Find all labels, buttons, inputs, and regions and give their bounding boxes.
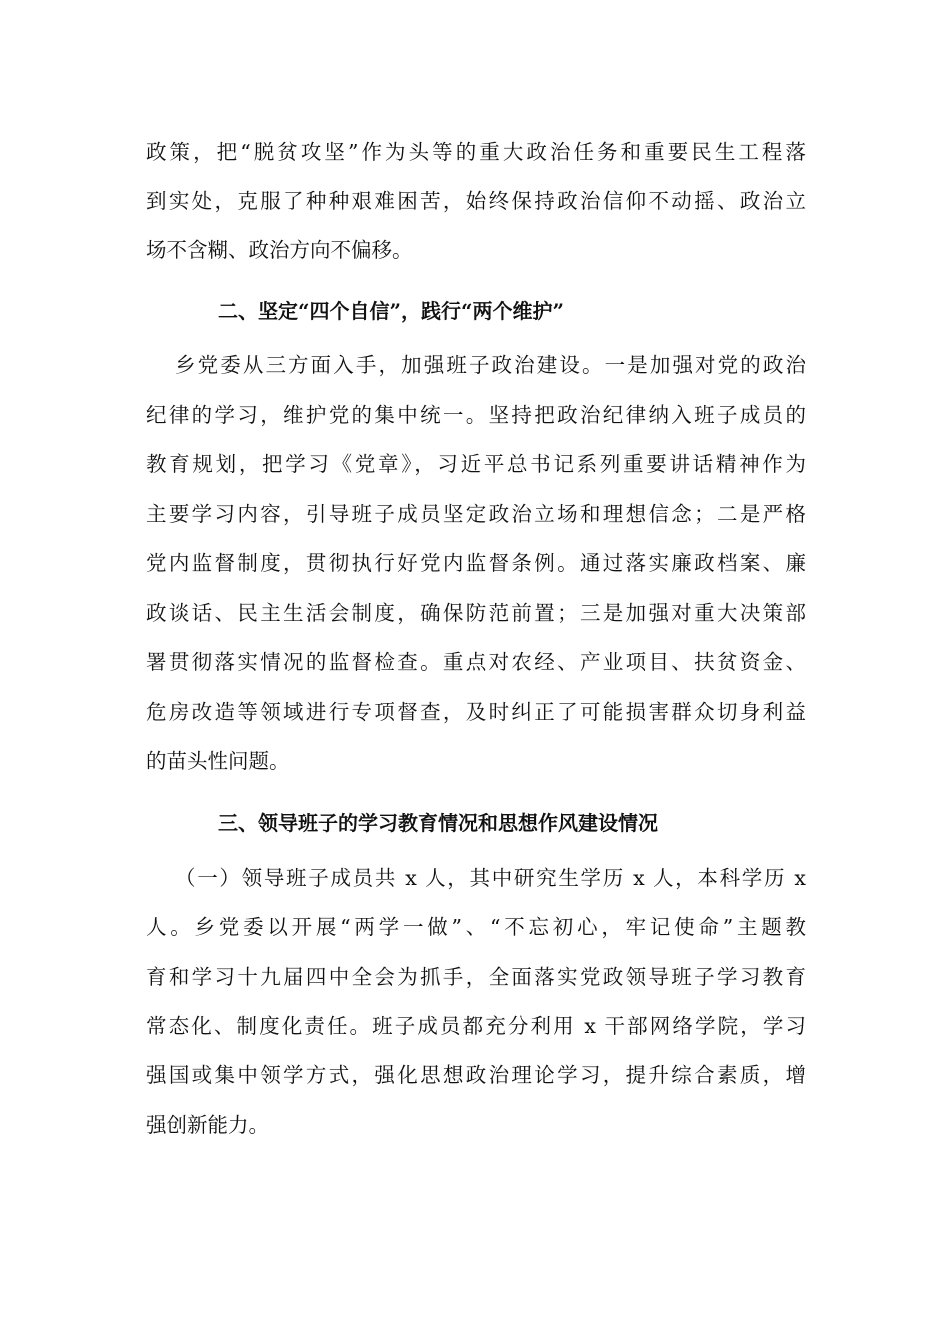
paragraph-2-line-1: 乡党委从三方面入手，加强班子政治建设。一是加强对党的政治 <box>175 353 806 377</box>
paragraph-2-line-4: 主要学习内容，引导班子成员坚定政治立场和理想信念；二是严格 <box>146 502 806 526</box>
paragraph-2-line-3: 教育规划，把学习《党章》，习近平总书记系列重要讲话精神作为 <box>146 452 806 476</box>
paragraph-3-line-4: 常态化、制度化责任。班子成员都充分利用 x 干部网络学院，学习 <box>146 1014 806 1038</box>
paragraph-2-line-6: 政谈话、民主生活会制度，确保防范前置；三是加强对重大决策部 <box>146 601 806 625</box>
paragraph-1-line-3: 场不含糊、政治方向不偏移。 <box>146 238 413 262</box>
paragraph-2-line-8: 危房改造等领域进行专项督查，及时纠正了可能损害群众切身利益 <box>146 700 806 724</box>
paragraph-1-line-1: 政策，把“脱贫攻坚”作为头等的重大政治任务和重要民生工程落 <box>146 140 806 164</box>
paragraph-2-line-9: 的苗头性问题。 <box>146 749 290 773</box>
section-heading-3: 三、领导班子的学习教育情况和思想作风建设情况 <box>218 811 658 835</box>
paragraph-2-line-7: 署贯彻落实情况的监督检查。重点对农经、产业项目、扶贫资金、 <box>146 650 806 674</box>
paragraph-3-line-6: 强创新能力。 <box>146 1113 269 1137</box>
paragraph-3-line-3: 育和学习十九届四中全会为抓手，全面落实党政领导班子学习教育 <box>146 965 806 989</box>
paragraph-1-line-2: 到实处，克服了种种艰难困苦，始终保持政治信仰不动摇、政治立 <box>146 189 806 213</box>
paragraph-3-line-2: 人。乡党委以开展“两学一做”、“不忘初心，牢记使命”主题教 <box>146 915 806 939</box>
section-heading-2: 二、坚定“四个自信”，践行“两个维护” <box>218 299 565 323</box>
paragraph-3-line-5: 强国或集中领学方式，强化思想政治理论学习，提升综合素质，增 <box>146 1063 806 1087</box>
paragraph-3-line-1: （一）领导班子成员共 x 人，其中研究生学历 x 人，本科学历 x <box>175 866 806 890</box>
paragraph-2-line-2: 纪律的学习，维护党的集中统一。坚持把政治纪律纳入班子成员的 <box>146 403 806 427</box>
paragraph-2-line-5: 党内监督制度，贯彻执行好党内监督条例。通过落实廉政档案、廉 <box>146 551 806 575</box>
